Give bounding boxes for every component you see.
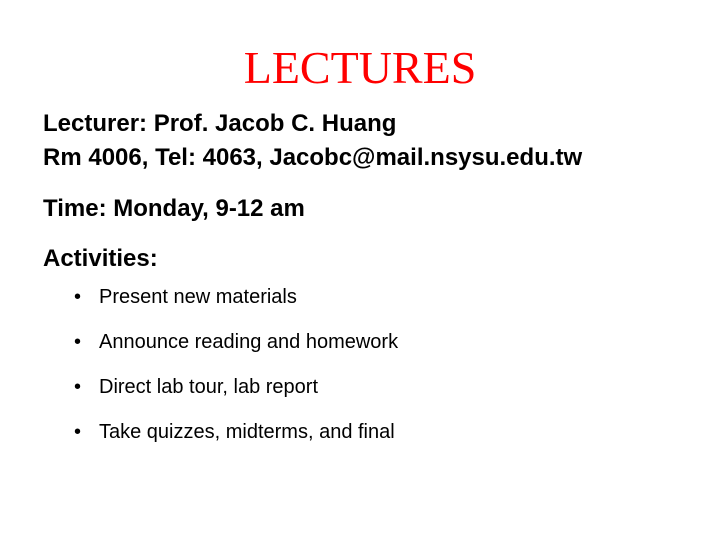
bullet-icon: • bbox=[74, 331, 82, 353]
bullet-icon: • bbox=[74, 421, 82, 443]
lecturer-line: Lecturer: Prof. Jacob C. Huang bbox=[43, 110, 397, 137]
activity-text: Take quizzes, midterms, and final bbox=[99, 421, 395, 443]
bullet-icon: • bbox=[74, 376, 82, 398]
list-item bbox=[74, 372, 398, 417]
activity-text: Direct lab tour, lab report bbox=[99, 376, 318, 398]
activity-text: Present new materials bbox=[99, 286, 297, 308]
activities-heading: Activities: bbox=[43, 245, 158, 272]
list-item bbox=[74, 417, 398, 462]
contact-line: Rm 4006, Tel: 4063, Jacobc@mail.nsysu.edu.tw bbox=[43, 144, 583, 171]
activity-list bbox=[74, 282, 398, 462]
time-line: Time: Monday, 9-12 am bbox=[43, 195, 305, 222]
activity-text: Announce reading and homework bbox=[99, 331, 399, 353]
list-item bbox=[74, 282, 398, 327]
slide-title: LECTURES bbox=[243, 42, 477, 93]
list-item bbox=[74, 327, 398, 372]
bullet-icon: • bbox=[74, 286, 82, 308]
